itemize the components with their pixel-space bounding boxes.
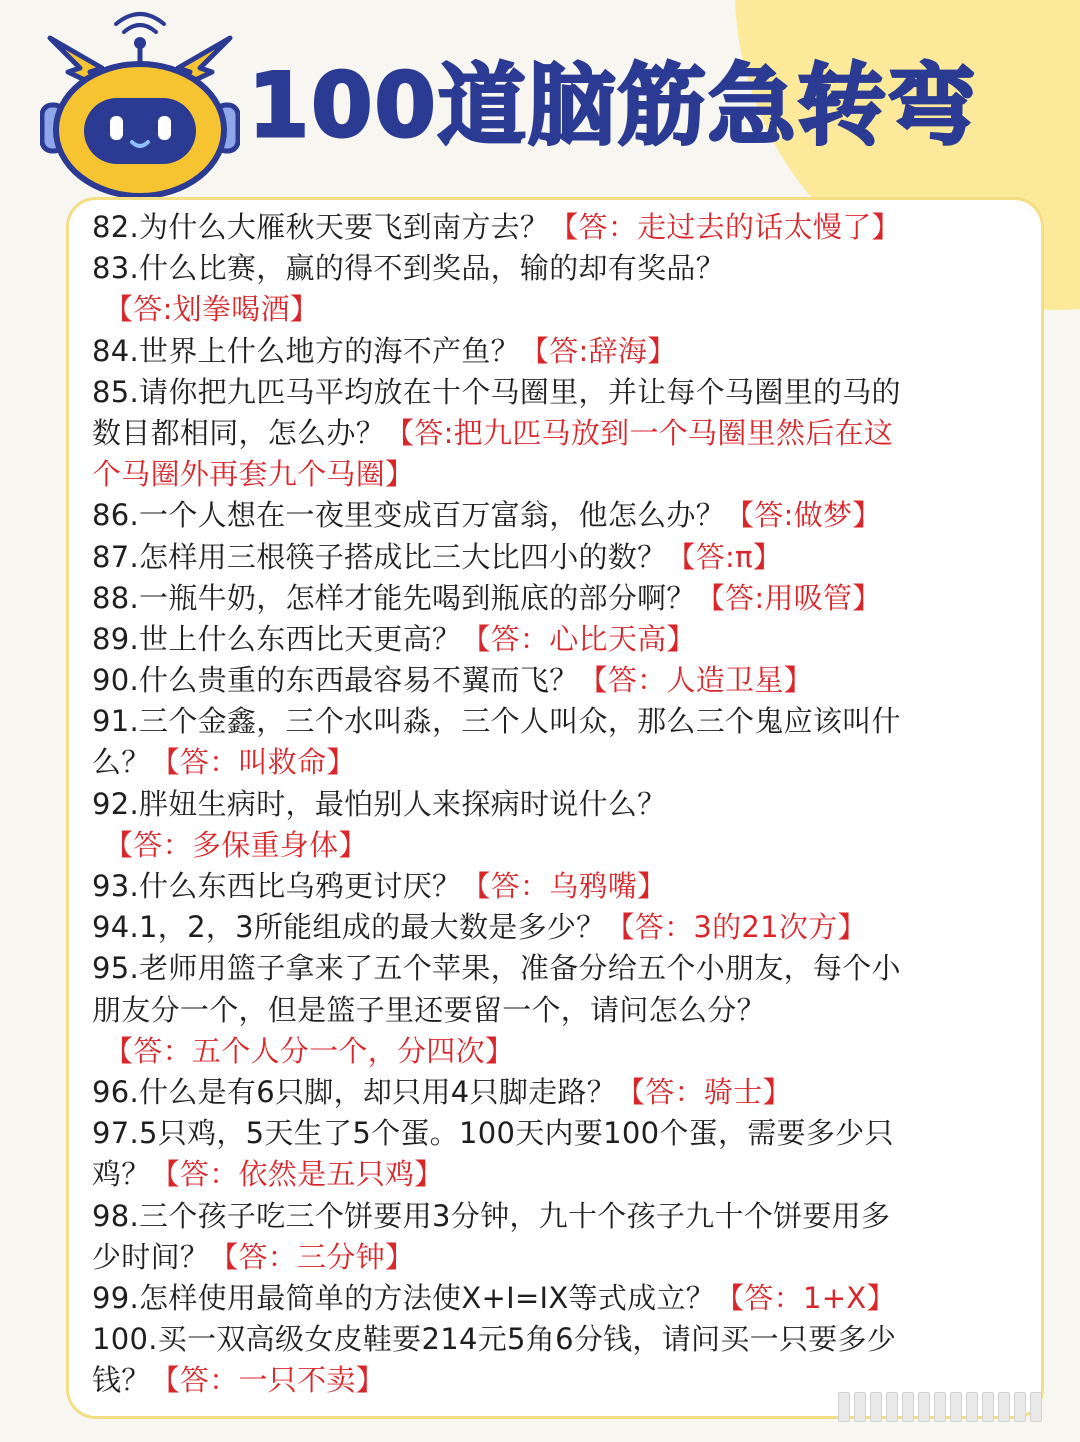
answer-text: 【答：心比天高】 bbox=[461, 621, 696, 656]
answer-text: 【答：三分钟】 bbox=[209, 1239, 415, 1274]
riddle-line bbox=[104, 1031, 1032, 1072]
answer-text: 【答：1+X】 bbox=[715, 1280, 896, 1315]
riddle-line bbox=[92, 948, 1032, 989]
question-text: 100.买一双高级女皮鞋要214元5角6分钱，请问买一只要多少 bbox=[92, 1322, 897, 1357]
riddle-line bbox=[92, 413, 1032, 454]
riddle-line bbox=[92, 1196, 1032, 1237]
answer-text: 【答：人造卫星】 bbox=[578, 663, 813, 698]
question-text: 朋友分一个，但是篮子里还要留一个，请问怎么分？ bbox=[92, 992, 766, 1027]
riddle-line bbox=[92, 207, 1032, 248]
riddle-line bbox=[92, 1072, 1032, 1113]
riddle-list bbox=[92, 207, 1032, 1401]
riddle-line bbox=[92, 990, 1032, 1031]
answer-text: 【答:π】 bbox=[666, 539, 783, 574]
riddle-line bbox=[92, 248, 1032, 289]
answer-text: 【答：依然是五只鸡】 bbox=[150, 1157, 444, 1192]
page-title: 100道脑筋急转弯 bbox=[248, 54, 978, 157]
riddle-line bbox=[92, 866, 1032, 907]
riddle-line bbox=[104, 825, 1032, 866]
riddle-line bbox=[92, 1319, 1032, 1360]
question-text: 92.胖妞生病时，最怕别人来探病时说什么？ bbox=[92, 786, 667, 821]
riddle-line bbox=[92, 454, 1032, 495]
question-text: 么？ bbox=[92, 745, 151, 780]
riddle-line bbox=[92, 701, 1032, 742]
answer-text: 【答:做梦】 bbox=[725, 498, 882, 533]
answer-text: 【答：骑士】 bbox=[616, 1074, 792, 1109]
question-text: 86.一个人想在一夜里变成百万富翁，他怎么办？ bbox=[92, 498, 726, 533]
question-text: 89.世上什么东西比天更高？ bbox=[92, 621, 462, 656]
question-text: 钱？ bbox=[92, 1363, 151, 1398]
answer-text: 【答：走过去的话太慢了】 bbox=[549, 210, 901, 244]
question-text: 97.5只鸡，5天生了5个蛋。100天内要100个蛋，需要多少只 bbox=[92, 1116, 894, 1151]
riddle-line bbox=[92, 578, 1032, 619]
answer-text: 【答：五个人分一个，分四次】 bbox=[104, 1033, 515, 1068]
question-text: 85.请你把九匹马平均放在十个马圈里，并让每个马圈里的马的 bbox=[92, 374, 901, 409]
question-text: 84.世界上什么地方的海不产鱼？ bbox=[92, 333, 520, 368]
answer-text: 【答：一只不卖】 bbox=[150, 1363, 386, 1398]
question-text: 99.怎样使用最简单的方法使X+I=IX等式成立？ bbox=[92, 1280, 716, 1315]
riddle-line bbox=[92, 1237, 1032, 1278]
question-text: 95.老师用篮子拿来了五个苹果，准备分给五个小朋友，每个小 bbox=[92, 951, 901, 986]
question-text: 87.怎样用三根筷子搭成比三大比四小的数？ bbox=[92, 539, 667, 574]
question-text: 90.什么贵重的东西最容易不翼而飞？ bbox=[92, 663, 579, 698]
answer-text: 个马圈外再套九个马圈】 bbox=[92, 457, 415, 492]
question-text: 98.三个孩子吃三个饼要用3分钟，九十个孩子九十个饼要用多 bbox=[92, 1198, 891, 1233]
answer-text: 【答：乌鸦嘴】 bbox=[461, 869, 667, 903]
question-text: 少时间？ bbox=[92, 1239, 210, 1274]
answer-text: 【答:用吸管】 bbox=[695, 580, 882, 615]
question-text: 数目都相同，怎么办？ bbox=[92, 415, 386, 450]
answer-text: 【答:把九匹马放到一个马圈里然后在这 bbox=[385, 415, 894, 450]
riddle-line bbox=[92, 907, 1032, 948]
riddle-line bbox=[92, 660, 1032, 701]
riddle-line bbox=[92, 372, 1032, 413]
question-text: 94.1，2，3所能组成的最大数是多少？ bbox=[92, 910, 606, 945]
watermark bbox=[838, 1392, 1042, 1422]
question-text: 96.什么是有6只脚，却只用4只脚走路？ bbox=[92, 1074, 617, 1109]
question-text: 93.什么东西比乌鸦更讨厌？ bbox=[92, 869, 462, 903]
riddle-line bbox=[92, 1278, 1032, 1319]
answer-text: 【答:划拳喝酒】 bbox=[104, 292, 320, 327]
riddle-line bbox=[92, 537, 1032, 578]
question-text: 83.什么比赛，赢的得不到奖品，输的却有奖品？ bbox=[92, 251, 726, 286]
riddle-line bbox=[92, 331, 1032, 372]
riddle-line bbox=[92, 495, 1032, 536]
riddle-line bbox=[92, 1154, 1032, 1195]
riddle-line bbox=[92, 619, 1032, 660]
answer-text: 【答：3的21次方】 bbox=[605, 910, 867, 945]
robot-mascot-icon bbox=[40, 10, 240, 200]
answer-text: 【答：叫救命】 bbox=[150, 745, 356, 780]
riddle-line bbox=[92, 742, 1032, 783]
riddle-line bbox=[92, 1113, 1032, 1154]
question-text: 91.三个金鑫，三个水叫淼，三个人叫众，那么三个鬼应该叫什 bbox=[92, 704, 901, 739]
question-text: 88.一瓶牛奶，怎样才能先喝到瓶底的部分啊？ bbox=[92, 580, 696, 615]
riddle-line bbox=[92, 784, 1032, 825]
answer-text: 【答：多保重身体】 bbox=[104, 827, 368, 862]
question-text: 82.为什么大雁秋天要飞到南方去？ bbox=[92, 210, 550, 244]
riddle-line bbox=[104, 289, 1032, 330]
answer-text: 【答:辞海】 bbox=[519, 333, 677, 368]
question-text: 鸡？ bbox=[92, 1157, 151, 1192]
